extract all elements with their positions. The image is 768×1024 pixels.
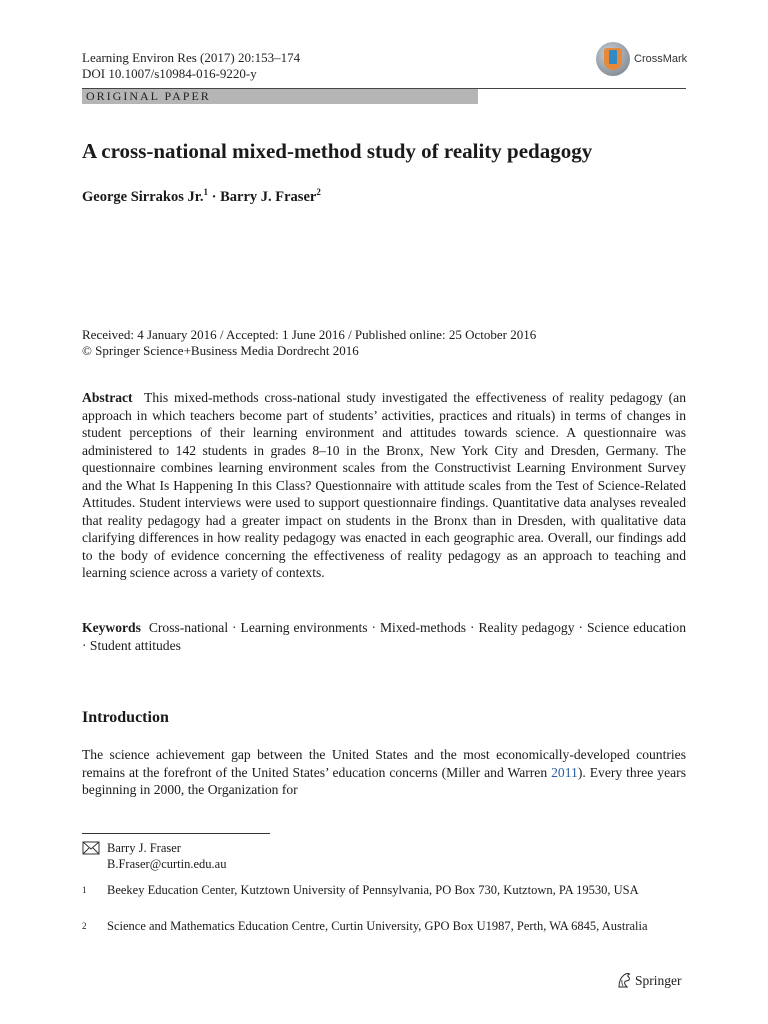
contact-name: Barry J. Fraser — [107, 841, 181, 855]
springer-horse-icon — [615, 971, 633, 989]
journal-citation: Learning Environ Res (2017) 20:153–174 — [82, 50, 301, 65]
keywords-text: Cross-national · Learning environments · Mixed-methods · Reality pedagogy · Science education · Student attitudes — [82, 620, 687, 653]
citation-link[interactable]: 2011 — [551, 764, 578, 780]
footnote-rule — [82, 833, 270, 834]
author-affiliation-mark: 1 — [203, 187, 208, 197]
author-separator: · — [208, 188, 221, 205]
keywords-label: Keywords — [82, 620, 141, 635]
abstract-text: This mixed-methods cross-national study investigated the effectiveness of reality pedagogy (an approach in which teachers become part of students’ activities, practices and rituals) in terms of changes in student perceptions of their learning environment and attitudes towards science. A questionnaire was administered to 142 students in grades 8–10 in the Bronx, New York City and Dresden, Germany. The questionnaire combines learning environment scales from the Constructivist Learning Environment Survey and the What Is Happening In this Class? Questionnaire with attitude scales from the Test of Science-Related Attitudes. Student interviews were used to support questionnaire findings. Quantitative data analyses revealed that reality pedagogy had a greater impact on students in the Bronx than in Dresden, with qualitative data clarifying differences in how reality pedagogy was enacted in each geographic area. Overall, our findings add to the body of evidence concerning the effectiveness of reality pedagogy as an approach to teaching and learning science across a variety of contexts. — [82, 390, 686, 580]
intro-text-end: ). Every three years beginning in 2000, the Organization for — [82, 764, 686, 797]
author-name[interactable]: George Sirrakos Jr. — [82, 188, 204, 205]
abstract-label: Abstract — [82, 390, 133, 405]
envelope-icon — [82, 841, 100, 855]
introduction-paragraph — [82, 746, 686, 799]
publisher-name: Springer — [635, 973, 682, 988]
footnote-number: 1 — [82, 885, 87, 895]
doi-line: DOI 10.1007/s10984-016-9220-y — [82, 66, 257, 81]
contact-email[interactable]: B.Fraser@curtin.edu.au — [107, 856, 227, 871]
footnote-affiliation: Beekey Education Center, Kutztown University of Pennsylvania, PO Box 730, Kutztown, PA 19530, USA — [107, 883, 639, 897]
corresponding-author — [107, 841, 226, 872]
section-heading-introduction: Introduction — [82, 709, 169, 726]
author-list — [82, 187, 321, 206]
article-title: A cross-national mixed-method study of reality pedagogy — [82, 139, 593, 163]
crossmark-badge[interactable] — [596, 42, 696, 78]
section-label: ORIGINAL PAPER — [82, 89, 478, 104]
publication-history — [82, 327, 536, 359]
footnote-affiliation: Science and Mathematics Education Centre, Curtin University, GPO Box U1987, Perth, WA 6845, Australia — [107, 919, 648, 933]
abstract — [82, 389, 686, 582]
crossmark-icon — [596, 42, 630, 76]
intro-text-start: The science achievement gap between the United States and the most economically-developed countries remains at the forefront of the United States’ education concerns (Miller and Warren — [82, 747, 686, 780]
dates-line: Received: 4 January 2016 / Accepted: 1 June 2016 / Published online: 25 October 2016 — [82, 327, 537, 342]
keywords — [82, 619, 686, 654]
crossmark-label: CrossMark — [634, 53, 688, 65]
author-affiliation-mark: 2 — [316, 187, 321, 197]
footnote-number: 2 — [82, 921, 87, 931]
copyright-line: © Springer Science+Business Media Dordrecht 2016 — [82, 343, 359, 358]
author-name[interactable]: Barry J. Fraser — [220, 188, 317, 205]
